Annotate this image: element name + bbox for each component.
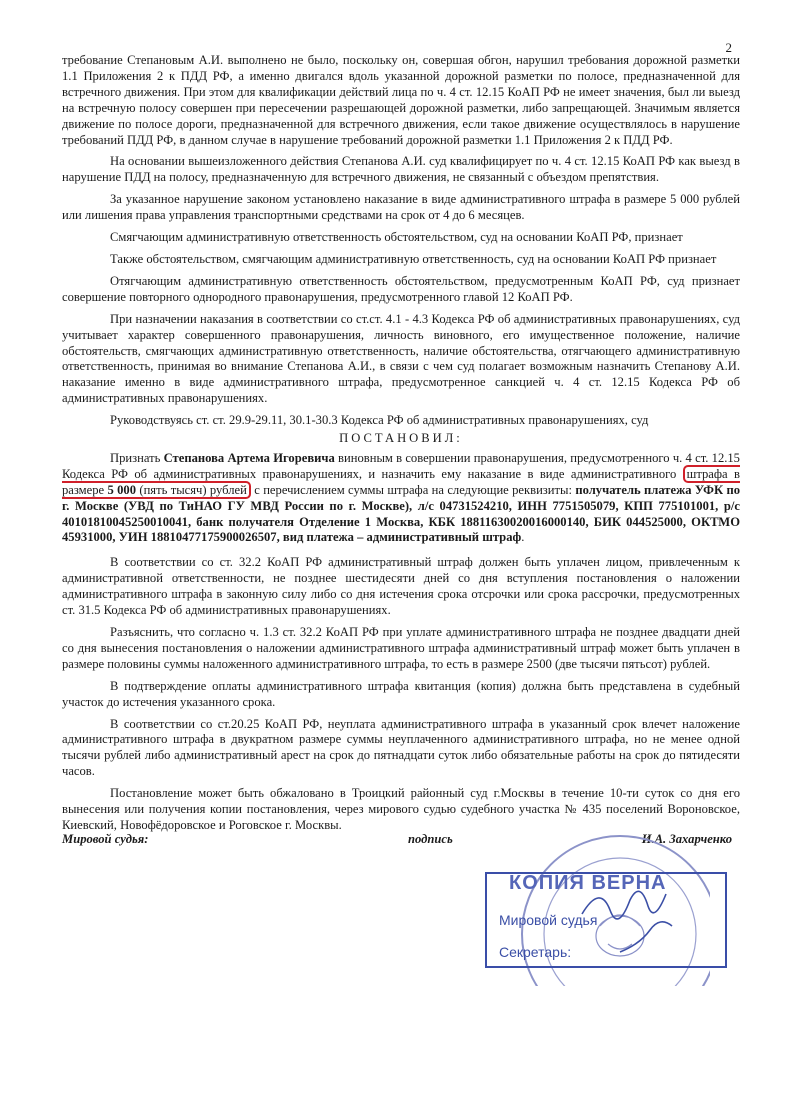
paragraph-intro: требование Степановым А.И. выполнено не было, поскольку он, совершая обгон, нарушил требования дорожной разметки 1.1 Приложения 2 к ПДД РФ, а именно двигался вдоль указанной дорожной разметки по полосе, предназначенной для встречного движения. При этом для квалификации действий лица по ч. 4 ст. 12.15 КоАП РФ не имеет значения, был ли выезд на встречную полосу совершен при пересечении разрешающей дорожной разметки, либо запрещающей. Значимым является движение по полосе дороги, предназначенной для встречного движения, если такое движение осуществлялось в нарушение требований ПДД РФ, в данном случае в нарушение требований дорожной разметки 1.1 Приложения 2 к ПДД РФ. [62,53,740,147]
paragraph-qualification: На основании вышеизложенного действия Степанова А.И. суд квалифицирует по ч. 4 ст. 12.15 КоАП РФ как выезд в нарушение ПДД на полосу, предназначенную для встречного движения, не связанный с объездом препятствия. [62,154,740,185]
paragraph-receipt: В подтверждение оплаты административного штрафа квитанция (копия) должна быть представлена в судебный участок до истечения указанного срока. [62,678,740,709]
judge-label: Мировой судья: [62,832,149,846]
paragraph-guided-by: Руководствуясь ст. ст. 29.9-29.11, 30.1-30.3 Кодекса РФ об административных правонарушениях, суд [110,413,649,428]
decision-after: с перечислением суммы штрафа на следующие реквизиты: [250,482,576,497]
decision-mid: виновным в совершении правонарушения, предусмотренного ч. 4 ст. 12.15 Кодекса РФ об административных правонарушениях, и назначить ему наказание в виде административного [62,450,740,481]
paragraph-half-payment: Разъяснить, что согласно ч. 1.3 ст. 32.2 КоАП РФ при уплате административного штрафа не позднее двадцати дней со дня вынесения постановления о наложении административного штрафа административный штраф может быть уплачен в размере половины суммы наложенного административного штрафа, то есть в размере 2500 (две тысячи пятьсот) рублей. [62,625,740,671]
signature-label: подпись [408,832,453,846]
paragraph-non-payment: В соответствии со ст.20.25 КоАП РФ, неуплата административного штрафа в указанный срок влечет наложение административного штрафа в двукратном размере суммы неуплаченного административного штрафа, но не менее одной тысячи рублей либо административный арест на срок до пятнадцати суток либо обязательные работы на срок до пятидесяти часов. [62,716,740,779]
decision-heading: ПОСТАНОВИЛ: [339,431,463,446]
stamp-title: КОПИЯ ВЕРНА [509,872,667,894]
fine-amount-value: 5 000 [107,482,137,497]
paragraph-aggravating: Отягчающим административную ответственность обстоятельством, предусмотренным КоАП РФ, суд признает совершение повторного однородного правонарушения, предусмотренного главой 12 КоАП РФ. [62,273,740,304]
paragraph-decision [62,451,740,546]
decision-start: Признать [110,450,164,465]
page-number: 2 [725,40,732,55]
document-body [62,53,740,834]
stamp-secretary-line: Секретарь: [499,944,572,960]
fine-amount-prefix: штрафа в размере [62,466,740,497]
paragraph-penalty-law: За указанное нарушение законом установлено наказание в виде административного штрафа в размере 5 000 рублей или лишения права управления транспортными средствами на срок от 4 до 6 месяцев. [62,192,740,223]
paragraph-appeal: Постановление может быть обжаловано в Троицкий районный суд г.Москвы в течение 10-ти суток со дня его вынесения или получения копии постановления, через мирового судью судебного участка № 435 поселений Вороновское, Киевский, Новофёдоровское и Роговское г. Москвы. [62,786,740,832]
paragraph-sentencing: При назначении наказания в соответствии со ст.ст. 4.1 - 4.3 Кодекса РФ об административных правонарушениях, суд учитывает характер совершенного правонарушения, личность виновного, его имущественное положение, наличие обстоятельств, смягчающих административную ответственность, наличие обстоятельства, отягчающего административную ответственность, принимая во внимание Степанова А.И., в связи с чем суд полагает возможным назначить Степанову А.И. наказание именно в виде административного штрафа, предусмотренное санкцией ч. 4 ст. 12.15 Кодекса РФ об административных правонарушениях. [62,311,740,406]
payment-details: получатель платежа УФК по г. Москве (УВД по ТиНАО ГУ МВД России по г. Москве), л/с 04731524210, ИНН 7751505079, КПП 775101001, р/с 40101810045250010041, банк получателя Отделение 1 Москва, КБК 18811630020016000140, БИК 044525000, ОКТМО 45931000, УИН 18810477175900026507, вид платежа – административный штраф [62,482,741,545]
copy-certified-stamp [485,872,727,968]
defendant-name: Степанова Артема Игоревича [163,450,335,465]
paragraph-mitigating-also: Также обстоятельством, смягчающим административную ответственность, суд на основании КоАП РФ признает [110,251,717,266]
paragraph-mitigating: Смягчающим административную ответственность обстоятельством, суд на основании КоАП РФ, признает [110,230,683,245]
paragraph-payment-deadline: В соответствии со ст. 32.2 КоАП РФ административный штраф должен быть уплачен лицом, привлеченным к административной ответственности, не позднее шестидесяти дней со дня вступления постановления о наложении административного штрафа в законную силу либо со дня истечения срока отсрочки или срока рассрочки, предусмотренных ст. 31.5 Кодекса РФ об административных правонарушениях. [62,555,740,618]
decision-end: . [521,530,525,545]
judge-name: И.А. Захарченко [641,832,732,846]
fine-amount-words: (пять тысяч) рублей [136,482,247,497]
stamp-judge-line: Мировой судья [499,912,598,928]
